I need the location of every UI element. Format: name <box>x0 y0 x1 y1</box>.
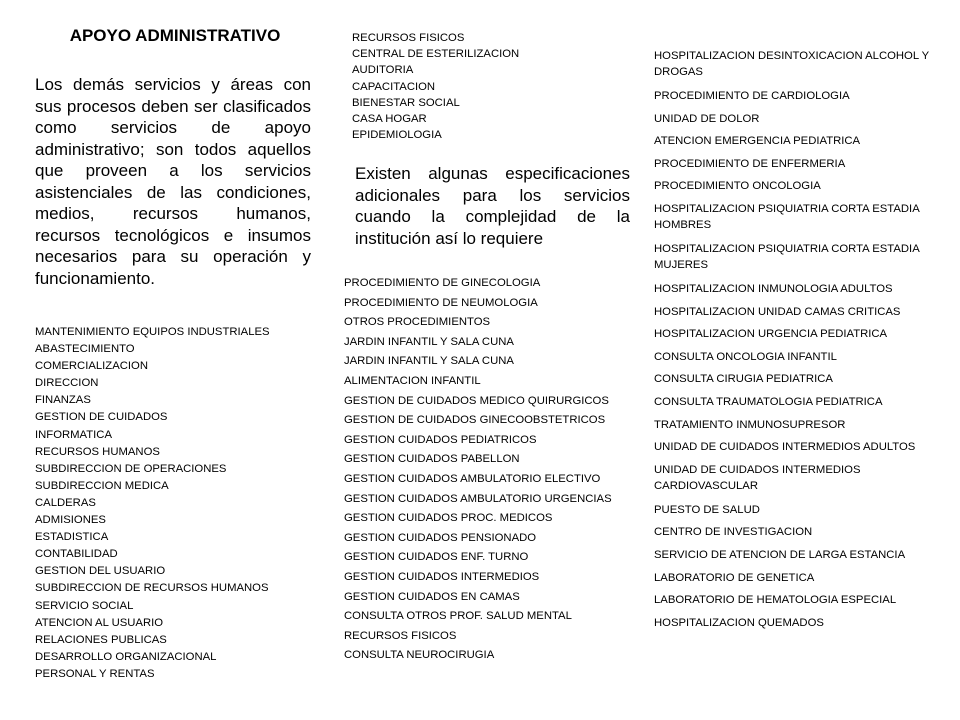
list-item: RECURSOS FISICOS <box>352 32 465 44</box>
support-services-list-top <box>352 30 519 143</box>
list-item: GESTION CUIDADOS ENF. TURNO <box>344 551 529 564</box>
list-item: DESARROLLO ORGANIZACIONAL <box>35 650 217 663</box>
list-item: ESTADISTICA <box>35 531 109 544</box>
list-item: ADMISIONES <box>35 514 106 527</box>
list-item: GESTION DE CUIDADOS MEDICO QUIRURGICOS <box>344 394 609 407</box>
list-item: EPIDEMIOLOGIA <box>352 129 442 142</box>
list-item: CONSULTA NEUROCIRUGIA <box>344 649 495 662</box>
list-item: PROCEDIMIENTO DE ENFERMERIA <box>654 157 846 170</box>
list-item: DIRECCION <box>35 377 99 390</box>
list-item: HOSPITALIZACION QUEMADOS <box>654 616 824 629</box>
page-title: APOYO ADMINISTRATIVO <box>69 26 281 45</box>
list-item: RECURSOS HUMANOS <box>35 445 160 458</box>
list-item: FINANZAS <box>35 394 91 407</box>
list-item: PROCEDIMIENTO DE CARDIOLOGIA <box>654 90 850 102</box>
list-item: RECURSOS FISICOS <box>344 629 457 642</box>
list-item: PROCEDIMIENTO DE NEUMOLOGIA <box>344 296 538 309</box>
list-item: CALDERAS <box>35 496 96 509</box>
list-item: GESTION CUIDADOS EN CAMAS <box>344 590 520 603</box>
list-item: CONSULTA OTROS PROF. SALUD MENTAL <box>344 610 572 623</box>
list-item: CONSULTA CIRUGIA PEDIATRICA <box>654 373 833 386</box>
list-item: ALIMENTACION INFANTIL <box>344 374 481 387</box>
list-item: LABORATORIO DE HEMATOLOGIA ESPECIAL <box>654 594 897 607</box>
list-item: PROCEDIMIENTO DE GINECOLOGIA <box>344 277 541 289</box>
list-item: CONSULTA TRAUMATOLOGIA PEDIATRICA <box>654 395 883 408</box>
list-item: SUBDIRECCION DE RECURSOS HUMANOS <box>35 582 269 595</box>
list-item: SERVICIO DE ATENCION DE LARGA ESTANCIA <box>654 548 906 561</box>
list-item: CASA HOGAR <box>352 113 427 126</box>
list-item: SERVICIO SOCIAL <box>35 599 134 612</box>
list-item: CAPACITACION <box>352 80 436 93</box>
list-item: ABASTECIMIENTO <box>35 343 135 356</box>
list-item: GESTION CUIDADOS INTERMEDIOS <box>344 570 540 583</box>
list-item: INFORMATICA <box>35 428 112 441</box>
list-item: GESTION CUIDADOS AMBULATORIO ELECTIVO <box>344 472 601 485</box>
list-item: HOSPITALIZACION URGENCIA PEDIATRICA <box>654 328 888 341</box>
list-item: JARDIN INFANTIL Y SALA CUNA <box>344 355 514 368</box>
additional-services-list <box>654 48 934 637</box>
list-item: GESTION CUIDADOS PEDIATRICOS <box>344 433 537 446</box>
list-item: PROCEDIMIENTO ONCOLOGIA <box>654 180 821 193</box>
list-item: ATENCION AL USUARIO <box>35 616 164 629</box>
list-item: CONSULTA ONCOLOGIA INFANTIL <box>654 350 837 363</box>
list-item: JARDIN INFANTIL Y SALA CUNA <box>344 335 514 348</box>
list-item: LABORATORIO DE GENETICA <box>654 571 815 584</box>
list-item: PERSONAL Y RENTAS <box>35 667 155 680</box>
list-item: UNIDAD DE CUIDADOS INTERMEDIOS CARDIOVASCULAR <box>654 463 861 492</box>
list-item: GESTION CUIDADOS PENSIONADO <box>344 531 537 544</box>
list-item: MANTENIMIENTO EQUIPOS INDUSTRIALES <box>35 326 270 338</box>
note-paragraph: Existen algunas especificaciones adicionales para los servicios cuando la complejidad de la institución así lo requiere <box>355 164 630 248</box>
list-item: HOSPITALIZACION DESINTOXICACION ALCOHOL Y DROGAS <box>654 50 929 78</box>
list-item: HOSPITALIZACION INMUNOLOGIA ADULTOS <box>654 282 893 295</box>
list-item: TRATAMIENTO INMUNOSUPRESOR <box>654 418 846 431</box>
list-item: HOSPITALIZACION PSIQUIATRIA CORTA ESTADIA MUJERES <box>654 242 920 271</box>
list-item: UNIDAD DE CUIDADOS INTERMEDIOS ADULTOS <box>654 441 916 454</box>
list-item: ATENCION EMERGENCIA PEDIATRICA <box>654 135 861 148</box>
list-item: OTROS PROCEDIMIENTOS <box>344 316 491 329</box>
list-item: RELACIONES PUBLICAS <box>35 633 167 646</box>
list-item: HOSPITALIZACION UNIDAD CAMAS CRITICAS <box>654 305 901 318</box>
list-item: BIENESTAR SOCIAL <box>352 96 460 109</box>
list-item: SUBDIRECCION MEDICA <box>35 479 169 492</box>
list-item: PUESTO DE SALUD <box>654 503 760 516</box>
list-item: AUDITORIA <box>352 64 414 77</box>
list-item: HOSPITALIZACION PSIQUIATRIA CORTA ESTADIA HOMBRES <box>654 202 920 231</box>
list-item: CENTRAL DE ESTERILIZACION <box>352 48 520 61</box>
list-item: GESTION DEL USUARIO <box>35 565 166 578</box>
admin-services-list <box>35 324 270 683</box>
list-item: CENTRO DE INVESTIGACION <box>654 526 813 539</box>
list-item: GESTION CUIDADOS PABELLON <box>344 453 520 466</box>
list-item: COMERCIALIZACION <box>35 360 148 373</box>
intro-paragraph: Los demás servicios y áreas con sus procesos deben ser clasificados como servicios de apoyo administrativo; son todos aquellos que proveen a los servicios asistenciales de las condiciones, medios, recursos humanos, recursos tecnológicos e insumos necesarios para su operación y funcionamiento. <box>35 75 311 288</box>
list-item: GESTION DE CUIDADOS <box>35 411 168 424</box>
list-item: SUBDIRECCION DE OPERACIONES <box>35 462 227 475</box>
list-item: CONTABILIDAD <box>35 548 118 561</box>
support-services-list-bottom <box>344 274 612 666</box>
list-item: GESTION CUIDADOS PROC. MEDICOS <box>344 512 553 525</box>
list-item: GESTION DE CUIDADOS GINECOOBSTETRICOS <box>344 414 606 427</box>
list-item: GESTION CUIDADOS AMBULATORIO URGENCIAS <box>344 492 612 505</box>
list-item: UNIDAD DE DOLOR <box>654 112 760 125</box>
